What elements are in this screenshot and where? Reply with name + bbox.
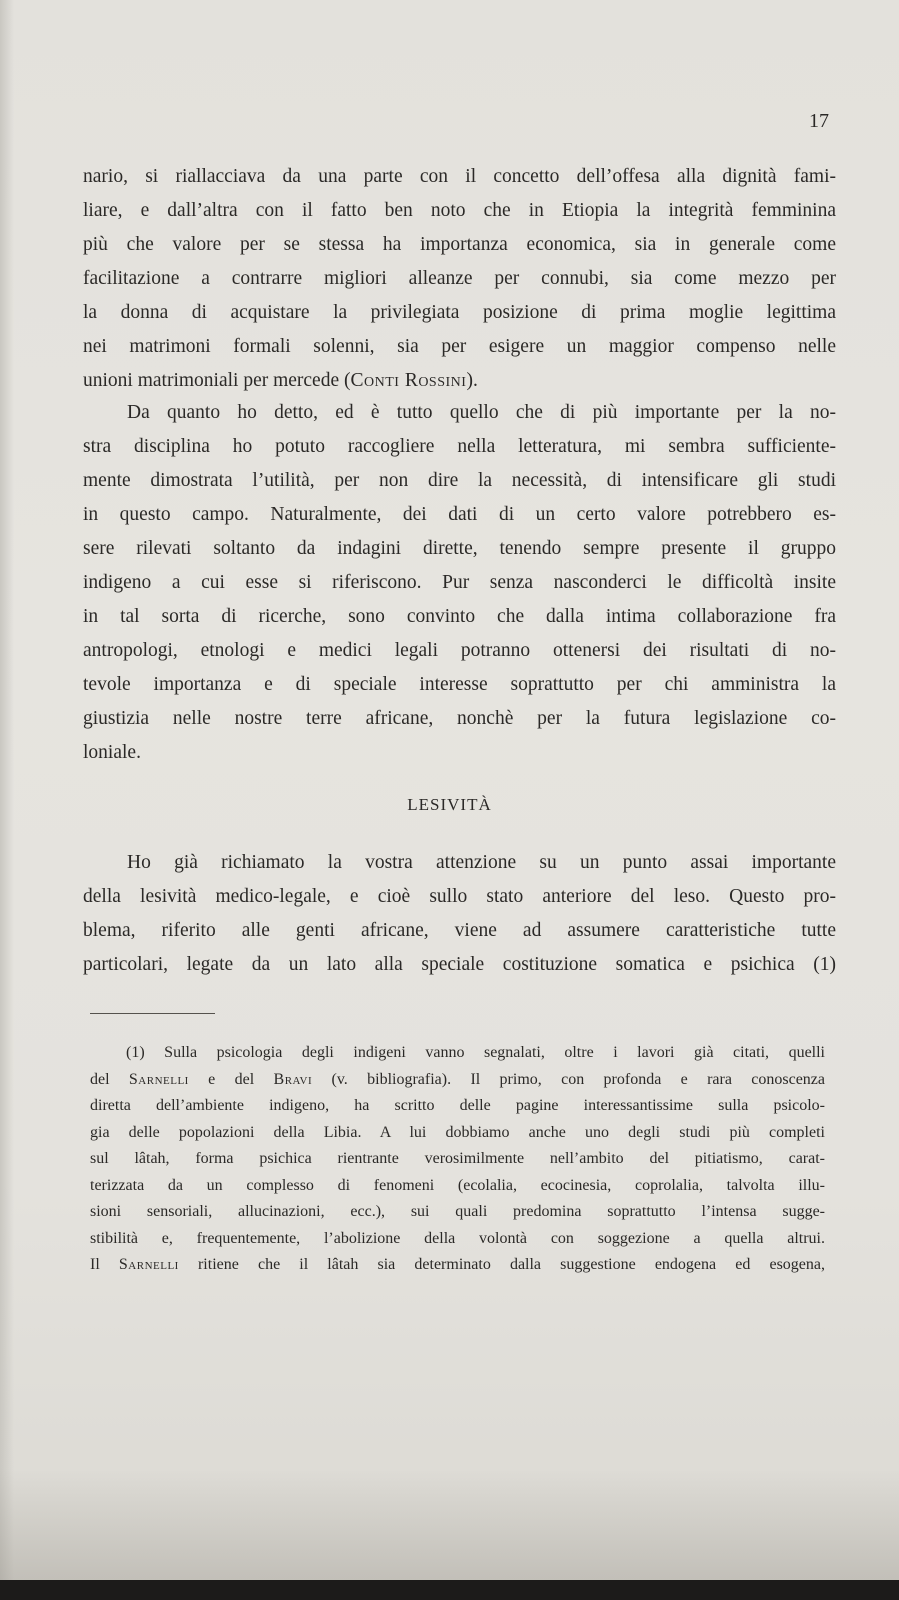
footnote-line: terizzata da un complesso di fenomeni (ecolalia, ecocinesia, coprolalia, talvolta illu-	[90, 1176, 825, 1194]
text-line: particolari, legate da un lato alla speciale costituzione somatica e psichica (1)	[83, 954, 836, 975]
footnote-line: gia delle popolazioni della Libia. A lui dobbiamo anche uno degli studi più completi	[90, 1123, 825, 1141]
text-line: facilitazione a contrarre migliori alleanze per connubi, sia come mezzo per	[83, 268, 836, 289]
text-line: loniale.	[83, 742, 141, 763]
text-line: sere rilevati soltanto da indagini dirette, tenendo sempre presente il gruppo	[83, 538, 836, 559]
paragraph-continued	[83, 160, 836, 398]
paragraph-lesivita	[83, 846, 836, 982]
author-name: Bravi	[273, 1070, 313, 1088]
paragraph-utility	[83, 396, 836, 770]
text-fragment: (v. bibliografia). Il primo, con profonda e rara conoscenza	[312, 1070, 826, 1088]
text-line: della lesività medico-legale, e cioè sullo stato anteriore del leso. Questo pro-	[83, 886, 836, 907]
text-line: Da quanto ho detto, ed è tutto quello che di più importante per la no-	[127, 402, 836, 423]
text-line: blema, riferito alle genti africane, viene ad assumere caratteristiche tutte	[83, 920, 836, 941]
text-line	[83, 364, 836, 398]
footnote-line: sul lâtah, forma psichica rientrante verosimilmente nell’ambito del pitiatismo, carat-	[90, 1150, 825, 1167]
footnote-line	[90, 1067, 825, 1094]
text-fragment: ritiene che il lâtah sia determinato dalla suggestione endogena ed esogena,	[178, 1256, 825, 1273]
section-heading: LESIVITÀ	[407, 795, 492, 814]
footnote-line: stibilità e, frequentemente, l’abolizione della volontà con soggezione a quella altrui.	[90, 1229, 825, 1247]
text-line: in tal sorta di ricerche, sono convinto che dalla intima collaborazione fra	[83, 606, 836, 627]
text-line: indigeno a cui esse si riferiscono. Pur senza nasconderci le difficoltà insite	[83, 572, 836, 593]
text-fragment: e del	[188, 1070, 274, 1088]
text-line: nei matrimoni formali solenni, sia per esigere un maggior compenso nelle	[83, 336, 836, 357]
text-line: antropologi, etnologi e medici legali potranno ottenersi dei risultati di no-	[83, 640, 836, 661]
author-name: Sarnelli	[118, 1256, 179, 1273]
footnote	[90, 1040, 825, 1279]
text-fragment: unioni matrimoniali per mercede (	[83, 370, 351, 391]
text-line: liare, e dall’altra con il fatto ben noto che in Etiopia la integrità femminina	[83, 200, 836, 221]
page-number: 17	[809, 110, 829, 132]
text-line: Ho già richiamato la vostra attenzione su un punto assai importante	[127, 852, 836, 873]
text-line: più che valore per se stessa ha importanza economica, sia in generale come	[83, 234, 836, 255]
text-fragment: ).	[466, 370, 478, 391]
footnote-line: (1) Sulla psicologia degli indigeni vanno segnalati, oltre i lavori già citati, quelli	[126, 1044, 825, 1061]
text-line: in questo campo. Naturalmente, dei dati di un certo valore potrebbero es-	[83, 504, 836, 525]
page-shadow	[0, 1470, 899, 1580]
text-line: tevole importanza e di speciale interesse soprattutto per chi amministra la	[83, 674, 836, 695]
text-line: mente dimostrata l’utilità, per non dire la necessità, di intensificare gli studi	[83, 470, 836, 491]
footnote-line: diretta dell’ambiente indigeno, ha scritto delle pagine interessantissime sulla psicolo-	[90, 1097, 825, 1114]
footnote-divider	[90, 1013, 215, 1014]
author-name: Conti Rossini	[350, 370, 467, 391]
text-fragment: Il	[90, 1256, 119, 1273]
text-line: giustizia nelle nostre terre africane, nonchè per la futura legislazione co-	[83, 708, 836, 729]
text-line: stra disciplina ho potuto raccogliere nella letteratura, mi sembra sufficiente-	[83, 436, 836, 457]
text-fragment: del	[90, 1070, 129, 1088]
footnote-line: sioni sensoriali, allucinazioni, ecc.), sui quali predomina soprattutto l’intensa sugge-	[90, 1203, 825, 1220]
author-name: Sarnelli	[128, 1070, 189, 1088]
text-line: nario, si riallacciava da una parte con il concetto dell’offesa alla dignità fami-	[83, 166, 836, 187]
text-line: la donna di acquistare la privilegiata posizione di prima moglie legittima	[83, 302, 836, 323]
footnote-line	[90, 1252, 825, 1279]
